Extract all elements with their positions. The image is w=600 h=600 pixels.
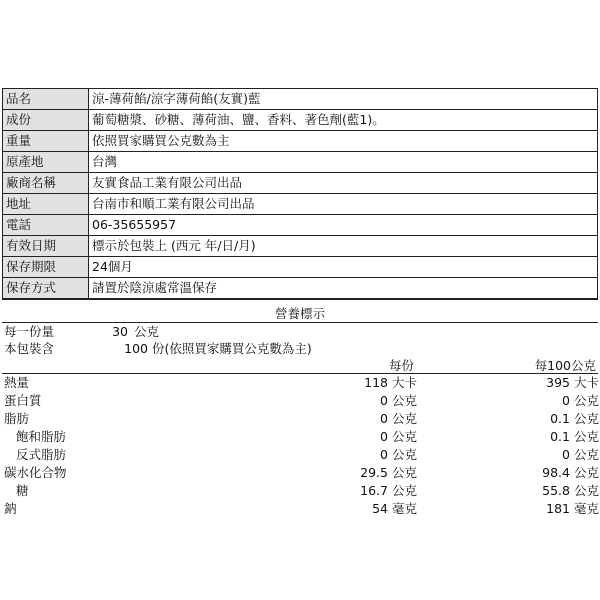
product-info-table (2, 88, 598, 300)
per-serving-unit: 公克 (392, 393, 418, 408)
per-serving-value: 16.7 (360, 483, 388, 498)
nutrient-name: 糖 (16, 483, 29, 498)
per-100g-value: 0.1 (550, 411, 570, 426)
info-row (3, 194, 597, 215)
per-100g-unit: 公克 (574, 393, 600, 408)
nutrient-name: 蛋白質 (4, 393, 42, 408)
per-serving-unit: 公克 (392, 465, 418, 480)
per-serving-unit: 毫克 (392, 501, 418, 516)
nutrient-row (2, 392, 598, 410)
nutrient-name: 碳水化合物 (4, 465, 67, 480)
info-row (3, 278, 597, 299)
nutrient-name: 熱量 (4, 375, 30, 390)
info-label: 有效日期 (3, 236, 89, 256)
per-100g-header: 每100公克 (534, 358, 596, 373)
servings-per-package-unit: 份(依照買家購買公克數為主) (152, 341, 312, 356)
nutrient-row (2, 428, 598, 446)
info-row (3, 173, 597, 194)
info-value: 台灣 (92, 154, 118, 169)
info-label: 品名 (3, 89, 89, 109)
per-serving-value: 0 (380, 393, 388, 408)
info-label: 地址 (3, 194, 89, 214)
nutrient-row (2, 446, 598, 464)
nutrition-facts (2, 304, 598, 518)
info-label: 原產地 (3, 152, 89, 172)
info-label: 保存期限 (3, 257, 89, 277)
per-100g-value: 0 (562, 393, 570, 408)
info-value: 葡萄糖漿、砂糖、薄荷油、鹽、香料、著色劑(藍1)。 (92, 112, 385, 127)
per-serving-header: 每份 (388, 358, 414, 373)
per-serving-value: 29.5 (360, 465, 388, 480)
info-label: 電話 (3, 215, 89, 235)
info-label: 保存方式 (3, 278, 89, 298)
info-row (3, 131, 597, 152)
nutrient-row (2, 410, 598, 428)
info-row (3, 110, 597, 131)
per-serving-unit: 公克 (392, 483, 418, 498)
per-100g-value: 55.8 (542, 483, 570, 498)
info-label: 重量 (3, 131, 89, 151)
per-serving-value: 0 (380, 447, 388, 462)
per-serving-value: 0 (380, 411, 388, 426)
nutrient-row (2, 464, 598, 482)
per-100g-value: 0 (562, 447, 570, 462)
info-row (3, 215, 597, 236)
product-label-sheet (2, 88, 600, 516)
info-row (3, 89, 597, 110)
nutrient-row (2, 500, 598, 518)
per-100g-unit: 公克 (574, 483, 600, 498)
info-value: 涼-薄荷餡/涼字薄荷餡(友實)藍 (92, 91, 261, 106)
per-100g-unit: 公克 (574, 411, 600, 426)
nutrient-name: 反式脂肪 (16, 447, 67, 462)
serving-size-unit: 公克 (134, 324, 160, 339)
servings-per-package-value: 100 (124, 341, 148, 356)
per-serving-value: 54 (372, 501, 388, 516)
nutrient-row (2, 374, 598, 392)
per-100g-unit: 毫克 (574, 501, 600, 516)
serving-size-label: 每一份量 (4, 324, 55, 339)
per-100g-unit: 大卡 (574, 375, 600, 390)
info-value: 24個月 (92, 259, 133, 274)
info-row (3, 152, 597, 173)
serving-size-value: 30 (112, 324, 128, 339)
info-value: 06-35655957 (92, 217, 177, 232)
nutrient-name: 鈉 (4, 501, 17, 516)
info-label: 成份 (3, 110, 89, 130)
info-value: 友實食品工業有限公司出品 (92, 175, 243, 190)
per-100g-unit: 公克 (574, 447, 600, 462)
per-serving-value: 0 (380, 429, 388, 444)
nutrition-header: 營養標示 (2, 304, 598, 323)
servings-per-package-row (2, 340, 598, 357)
nutrition-column-headers (2, 357, 598, 374)
per-100g-value: 395 (546, 375, 570, 390)
per-100g-unit: 公克 (574, 465, 600, 480)
per-serving-unit: 公克 (392, 411, 418, 426)
per-100g-value: 98.4 (542, 465, 570, 480)
per-serving-value: 118 (364, 375, 388, 390)
per-100g-unit: 公克 (574, 429, 600, 444)
info-value: 標示於包裝上 (西元 年/日/月) (92, 238, 256, 253)
per-serving-unit: 大卡 (392, 375, 418, 390)
info-row (3, 236, 597, 257)
info-value: 台南市和順工業有限公司出品 (92, 196, 255, 211)
info-row (3, 257, 597, 278)
nutrient-name: 脂肪 (4, 411, 30, 426)
info-value: 依照買家購買公克數為主 (92, 133, 230, 148)
per-100g-value: 0.1 (550, 429, 570, 444)
nutrition-rows (2, 374, 598, 518)
per-serving-unit: 公克 (392, 429, 418, 444)
per-serving-unit: 公克 (392, 447, 418, 462)
nutrient-name: 飽和脂肪 (16, 429, 67, 444)
nutrient-row (2, 482, 598, 500)
servings-per-package-label: 本包裝含 (4, 341, 55, 356)
info-value: 請置於陰涼處常溫保存 (92, 280, 218, 295)
serving-size-row (2, 323, 598, 340)
info-label: 廠商名稱 (3, 173, 89, 193)
per-100g-value: 181 (546, 501, 570, 516)
